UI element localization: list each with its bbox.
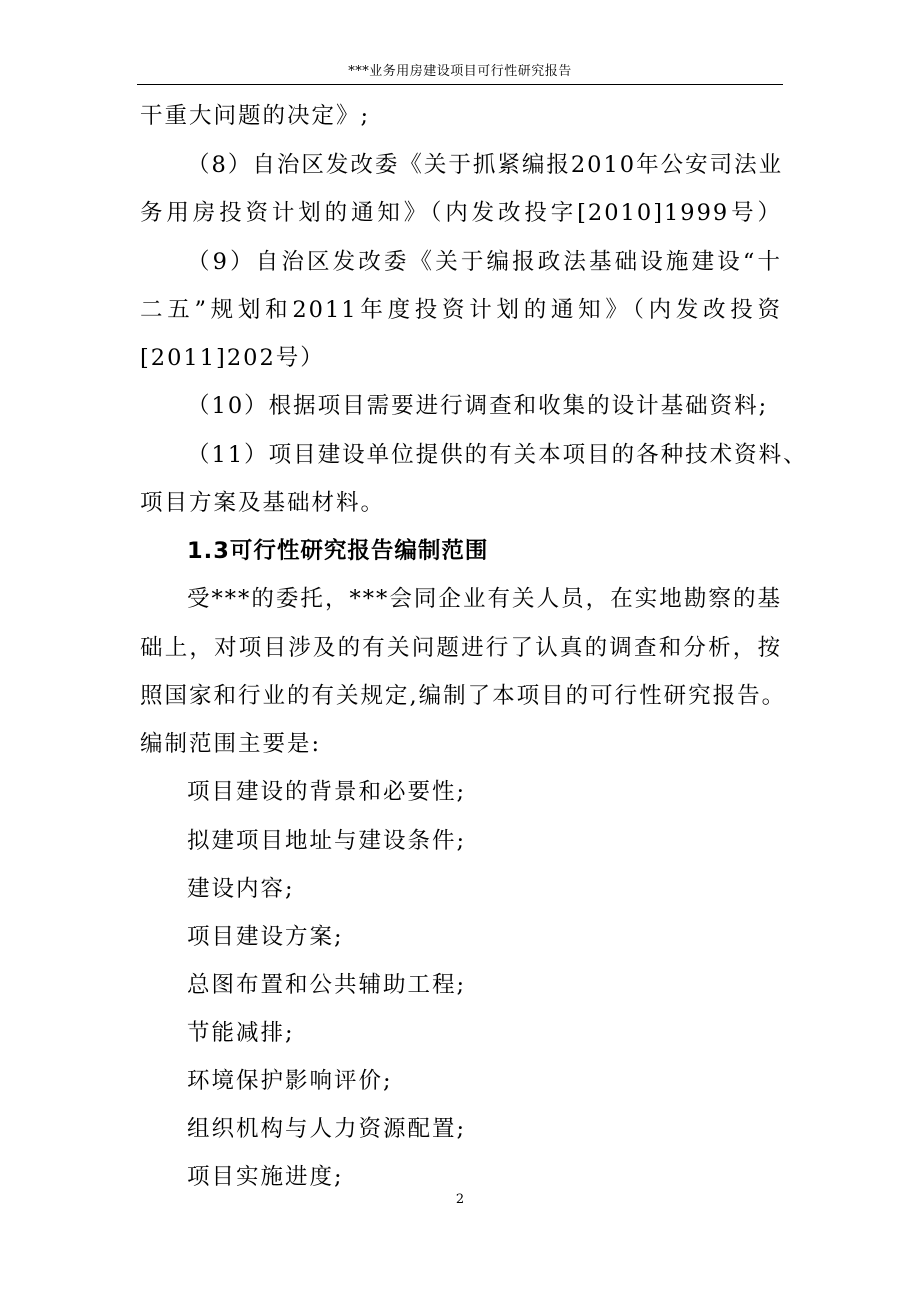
basis-continuation: 干重大问题的决定》; (140, 103, 371, 129)
basis-item-8-line-2: 务用房投资计划的通知》（内发改投字[2010]1999号） (140, 200, 782, 226)
basis-item-9-line-3: [2011]202号） (140, 345, 325, 371)
scope-item: 环境保护影响评价; (187, 1068, 393, 1094)
intro-paragraph-line-1: 受***的委托，***会同企业有关人员，在实地勘察的基 (187, 586, 782, 612)
basis-item-9-line-2: 二五”规划和2011年度投资计划的通知》（内发改投资 (140, 297, 782, 323)
scope-item: 建设内容; (187, 876, 295, 902)
section-heading: 1.3可行性研究报告编制范围 (187, 538, 489, 564)
header-rule (137, 84, 783, 85)
intro-paragraph-line-3: 照国家和行业的有关规定,编制了本项目的可行性研究报告。 (140, 683, 787, 709)
basis-item-9-line-1: （9）自治区发改委《关于编报政法基础设施建设“十 (187, 249, 782, 275)
scope-item: 节能减排; (187, 1020, 295, 1046)
basis-item-11-line-2: 项目方案及基础材料。 (140, 490, 386, 516)
intro-paragraph-line-4: 编制范围主要是: (140, 731, 322, 757)
scope-item: 组织机构与人力资源配置; (187, 1116, 467, 1142)
intro-paragraph-line-2: 础上，对项目涉及的有关问题进行了认真的调查和分析，按 (140, 635, 782, 661)
basis-item-11-line-1: （11）项目建设单位提供的有关本项目的各种技术资料、 (187, 442, 808, 468)
scope-item: 拟建项目地址与建设条件; (187, 828, 467, 854)
page-number: 2 (455, 1192, 465, 1207)
scope-item: 项目实施进度; (187, 1164, 344, 1190)
basis-item-10: （10）根据项目需要进行调查和收集的设计基础资料; (187, 393, 769, 419)
scope-item: 总图布置和公共辅助工程; (187, 972, 467, 998)
scope-item: 项目建设方案; (187, 924, 344, 950)
basis-item-8-line-1: （8）自治区发改委《关于抓紧编报2010年公安司法业 (187, 152, 784, 178)
running-header: ***业务用房建设项目可行性研究报告 (348, 64, 572, 79)
scope-item: 项目建设的背景和必要性; (187, 779, 467, 805)
